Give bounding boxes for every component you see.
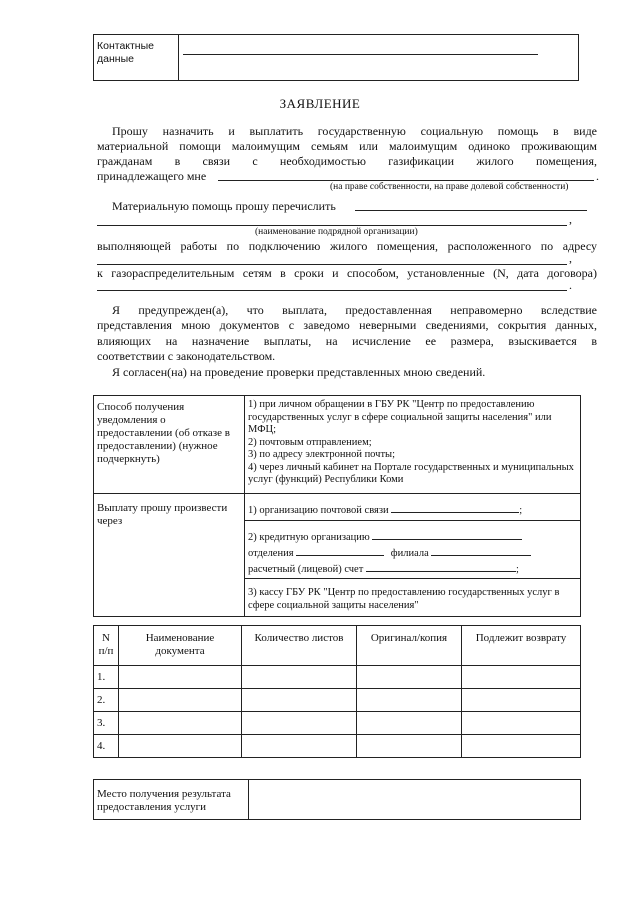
doc-name-cell[interactable] <box>119 666 242 689</box>
doc-original-cell[interactable] <box>357 689 462 712</box>
doc-return-cell[interactable] <box>462 689 581 712</box>
request-line-9: к газораспределительным сетям в сроки и способом, установленные (N, дата договора) <box>97 266 597 280</box>
contractor-field[interactable] <box>97 225 567 226</box>
branch-label: отделения <box>248 548 294 559</box>
payment-option-1-cell[interactable]: 1) организацию почтовой связи ; <box>245 494 581 521</box>
page-title: ЗАЯВЛЕНИЕ <box>279 96 361 111</box>
documents-table <box>93 625 581 758</box>
contact-label-cell <box>94 35 179 81</box>
contact-value-cell[interactable] <box>179 35 579 81</box>
request-line-3: гражданам в связи с необходимостью газификации жилого помещения, <box>97 154 597 168</box>
post-office-field[interactable] <box>391 501 519 513</box>
payment-option-3-cell[interactable] <box>245 579 581 617</box>
notification-option-2[interactable]: 2) почтовым отправлением; <box>248 436 372 448</box>
notification-options <box>245 396 581 494</box>
account-label: расчетный (лицевой) счет <box>248 564 364 575</box>
filial-label: филиала <box>390 548 429 559</box>
header-return: Подлежит возврату <box>462 626 581 666</box>
notification-option-3[interactable]: 3) по адресу электронной почты; <box>248 449 396 460</box>
warning-line-2: представления мною документов с заведомо неверными сведениями, сокрытия данных, <box>97 318 597 332</box>
doc-return-cell[interactable] <box>462 712 581 735</box>
doc-sheets-cell[interactable] <box>242 712 357 735</box>
doc-name-cell[interactable] <box>119 689 242 712</box>
request-line-1: Прошу назначить и выплатить государственную социальную помощь в виде <box>112 124 597 138</box>
warning-line-1: Я предупрежден(а), что выплата, предоставленная неправомерно вследствие <box>112 303 597 317</box>
row-number: 2. <box>94 689 119 712</box>
doc-original-cell[interactable] <box>357 735 462 758</box>
consent-line: Я согласен(на) на проведение проверки представленных мною сведений. <box>112 365 486 379</box>
notification-label: Способ получения уведомления о предоставлении (об отказе в предоставлении) (нужное подчеркнуть) <box>94 396 245 494</box>
request-line-7: выполняющей работы по подключению жилого помещения, расположенного по адресу <box>97 239 597 253</box>
doc-sheets-cell[interactable] <box>242 735 357 758</box>
warning-line-3: влияющих на назначение выплаты, на исчисление ее размера, взыскивается в <box>97 334 597 348</box>
note-org: (наименование подрядной организации) <box>255 227 418 237</box>
contact-label-2: данные <box>97 53 134 65</box>
request-line-6-suffix: , <box>569 212 572 226</box>
table-row <box>94 689 581 712</box>
result-table <box>93 779 581 820</box>
request-line-8-suffix: , <box>569 251 572 265</box>
payment-label: Выплату прошу произвести через <box>94 494 245 617</box>
notification-option-1[interactable]: 1) при личном обращении в ГБУ РК "Центр по предоставлению государственных услуг в сфере социальной защиты населения" или МФЦ; <box>248 399 552 435</box>
payment-option-3: 3) кассу ГБУ РК "Центр по предоставлению государственных услуг в сфере социальной защиты населения" <box>248 587 560 611</box>
header-number: N п/п <box>94 626 119 666</box>
doc-name-cell[interactable] <box>119 735 242 758</box>
payment-option-2-cell[interactable]: 2) кредитную организацию отделения филиала расчетный (лицевой) счет ; <box>245 521 581 579</box>
header-sheets: Количество листов <box>242 626 357 666</box>
result-value-cell[interactable] <box>249 780 581 820</box>
contract-field[interactable] <box>97 290 567 291</box>
filial-field[interactable] <box>431 544 531 556</box>
contact-label-1: Контактные <box>97 40 154 52</box>
property-field[interactable] <box>218 180 594 181</box>
notification-option-4[interactable]: 4) через личный кабинет на Портале государственных и муниципальных услуг (функций) Республики Коми <box>248 461 574 485</box>
doc-sheets-cell[interactable] <box>242 666 357 689</box>
header-original: Оригинал/копия <box>357 626 462 666</box>
header-name: Наименование документа <box>119 626 242 666</box>
result-label: Место получения результата предоставления услуги <box>94 780 249 820</box>
note-ownership: (на праве собственности, на праве долевой собственности) <box>330 182 569 192</box>
doc-sheets-cell[interactable] <box>242 689 357 712</box>
row-number: 3. <box>94 712 119 735</box>
bank-field[interactable] <box>372 528 522 540</box>
request-line-5: Материальную помощь прошу перечислить <box>112 199 336 213</box>
transfer-field[interactable] <box>355 210 587 211</box>
address-field[interactable] <box>97 264 567 265</box>
doc-original-cell[interactable] <box>357 666 462 689</box>
request-line-4-suffix: . <box>596 169 599 183</box>
contact-table <box>93 34 579 81</box>
account-field[interactable] <box>366 560 516 572</box>
doc-name-cell[interactable] <box>119 712 242 735</box>
doc-original-cell[interactable] <box>357 712 462 735</box>
doc-return-cell[interactable] <box>462 666 581 689</box>
request-line-4-prefix: принадлежащего мне <box>97 169 207 183</box>
warning-line-4: соответствии с законодательством. <box>97 349 276 363</box>
table-row <box>94 712 581 735</box>
payment-option-1: 1) организацию почтовой связи <box>248 505 389 516</box>
payment-option-2: 2) кредитную организацию <box>248 532 370 543</box>
documents-header-row <box>94 626 581 666</box>
table-row <box>94 735 581 758</box>
row-number: 4. <box>94 735 119 758</box>
table-row <box>94 666 581 689</box>
branch-field[interactable] <box>296 544 384 556</box>
request-line-10-suffix: . <box>569 278 572 292</box>
row-number: 1. <box>94 666 119 689</box>
doc-return-cell[interactable] <box>462 735 581 758</box>
options-table <box>93 395 581 617</box>
request-line-2: материальной помощи малоимущим семьям или малоимущим одиноко проживающим <box>97 139 597 153</box>
